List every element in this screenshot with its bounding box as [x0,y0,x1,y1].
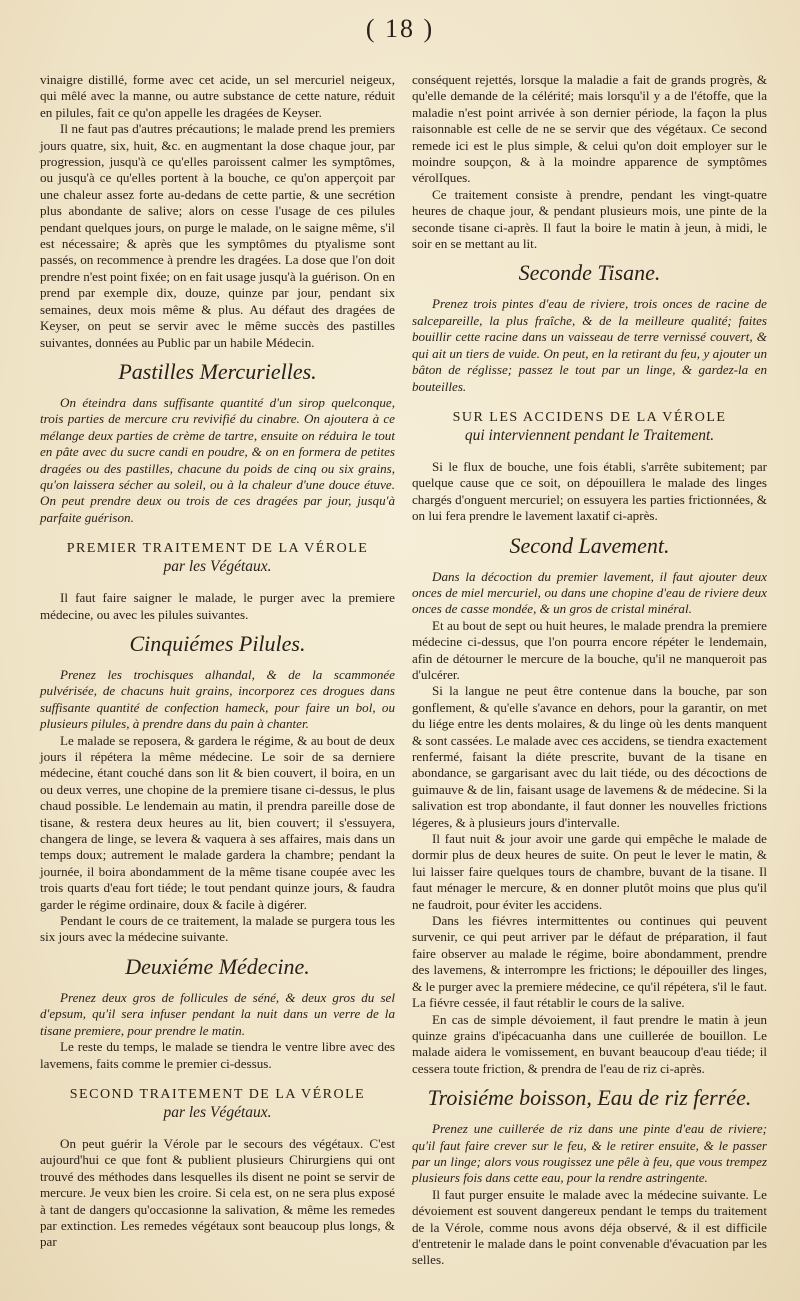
paragraph: vinaigre distillé, forme avec cet acide, un sel mercuriel neigeux, qui mêlé avec la manne, ou autre substance de cette nature, réduit en pilules, fait ce qu'on appelle les dragées de Keyser. [40,72,395,120]
recipe-paragraph: Prenez trois pintes d'eau de riviere, trois onces de racine de salcepareille, la plus fraîche, & de la meilleure qualité; faites bouillir cette racine dans un vaisseau de terre vernissé couvert, & qui ait un tiers de vuide. On peut, en la retirant du feu, y ajouter un bâton de réglisse; passez le tout par un linge, & gardez-la en bouteilles. [412,296,767,394]
paragraph: Le reste du temps, le malade se tiendra le ventre libre avec des lavemens, faits comme le premier ci-dessus. [40,1039,395,1071]
recipe-paragraph: On éteindra dans suffisante quantité d'un sirop quelconque, trois parties de mercure cru revivifié du cinabre. On ajoutera à ce mélange deux parties de crème de tartre, ensuite on réduira le tout en pâte avec du sucre candi en poudre, & on en formera de petites dragées ou des pastilles, chacune du poids de cinq ou six grains, qu'on laissera sécher au soleil, ou à la chaleur d'une douce étuve. On peut prendre deux ou trois de ces dragées par jour, jusqu'à parfaite guérison. [40,394,395,525]
right-column [412,72,767,1269]
paragraph: Ce traitement consiste à prendre, pendant les vingt-quatre heures de chaque jour, & pendant plusieurs mois, une pinte de la seconde tisane ci-après. Il faut la boire le matin à jeun, à midi, le soir en se mettant au lit. [412,186,767,252]
page-number: ( 18 ) [365,14,435,43]
heading-deuxieme-medecine: Deuxiéme Médecine. [125,953,310,979]
paragraph: On peut guérir la Vérole par le secours des végétaux. C'est aujourd'hui ce que font & publient plusieurs Chirurgiens qui ont trouvé des méthodes dans lesquelles ils disent ne point se servir de mercure. Je veux bien les croire. Si cela est, on ne sera plus exposé à tant de dangers qu'occasionne la salivation, & même les remedes par extinction. Les remedes végétaux sont beaucoup plus longs, & par [40,1135,395,1250]
recipe-paragraph: Dans la décoction du premier lavement, il faut ajouter deux onces de miel mercuriel, ou dans une chopine d'eau de riviere deux onces de casse mondée, & un gros de cristal minéral. [412,568,767,617]
paragraph: Il faut purger ensuite le malade avec la médecine suivante. Le dévoiement est souvent dangereux pendant le temps du traitement de la Vérole, comme nous avons déja observé, & il est difficile d'entretenir le malade dans le point convenable d'évacuation par les selles. [412,1186,767,1268]
paragraph: Pendant le cours de ce traitement, la malade se purgera tous les six jours avec la médecine suivante. [40,913,395,945]
heading-premier-traitement-sub: par les Végétaux. [163,558,272,576]
paragraph: Si la langue ne peut être contenue dans la bouche, par son gonflement, & qu'elle s'avance en dehors, pour la garantir, on met du liége entre les dents molaires, & du linge où les dents manquent & sont cassées. Le malade avec ces accidens, se tiendra exactement renfermé, faisant la diéte prescrite, buvant de la tisane en abondance, se gargarisant avec du lait tiéde, ou des décoctions de guimauve & de lin, faisant usage de lavemens & de médecine. Si la salivation est trop abondante, il faut donner les nouvelles frictions légeres, & à plusieurs jours d'intervalle. [412,683,767,830]
paragraph: Dans les fiévres intermittentes ou continues qui peuvent survenir, ce qui peut arriver par le défaut de préparation, il faut faire observer au malade le régime, boire abondamment, prendre des lavemens, & interrompre les frictions; le dépouiller des linges, & le purger avec la premiere médecine, ce qu'il répétera, s'il le faut. La fiévre cessée, il faut rétablir le cours de la salive. [412,913,767,1011]
paragraph: conséquent rejettés, lorsque la maladie a fait de grands progrès, & qu'elle demande de la célérité; mais lorsqu'il y a de l'étoffe, que la maladie n'est point arrivée à son dernier période, la façon la plus raisonnable est celle de ne se servir que des végétaux. Ce second remede ici est le plus simple, & celui qu'on doit employer sur le moindre soupçon, & à la moindre apparence de symptômes vérolIques. [412,72,767,186]
paragraph: Et au bout de sept ou huit heures, le malade prendra la premiere médecine ci-dessus, que l'on pourra encore répéter le lendemain, afin de détourner le mercure de la bouche, qu'il ne manqueroit pas d'ulcérer. [412,617,767,682]
paragraph: Il faut nuit & jour avoir une garde qui empêche le malade de dormir plus de deux heures de suite. On peut le lever le matin, & lui laisser faire quelques tours de chambre, buvant de la tisane. Il faut ménager le mercure, & en donner plutôt moins que plus qu'il ne faudroit, pour éviter les accidens. [412,831,767,912]
recipe-paragraph: Prenez les trochisques alhandal, & de la scammonée pulvérisée, de chacuns huit grains, incorporez ces drogues dans suffisante quantité de confection hameck, pour faire un bol, ou plusieurs pilules, à prendre dans du pain à chanter. [40,666,395,732]
heading-accidens-sub: qui interviennent pendant le Traitement. [464,426,715,444]
recipe-paragraph: Prenez deux gros de follicules de séné, & deux gros du sel d'epsum, qu'il sera infuser pendant la nuit dans un verre de la tisane premiere, pour prendre le matin. [40,989,395,1038]
paragraph: Il faut faire saigner le malade, le purger avec la premiere médecine, ou avec les pilules suivantes. [40,590,395,622]
heading-second-traitement: SECOND TRAITEMENT DE LA VÉROLE [69,1086,366,1102]
heading-pastilles: Pastilles Mercurielles. [118,358,317,384]
left-column [40,72,395,1251]
heading-cinquiemes-pilules: Cinquiémes Pilules. [129,630,306,656]
heading-troisieme-boisson: Troisiéme boisson, Eau de riz ferrée. [427,1085,752,1111]
recipe-paragraph: Prenez une cuillerée de riz dans une pinte d'eau de riviere; qu'il faut faire crever sur le feu, & le retirer ensuite, & le passer par un linge; alors vous rougissez une pêle à feu, que vous trempez plusieurs fois dans cette eau, pour la rendre astringente. [412,1121,767,1186]
heading-second-lavement: Second Lavement. [509,532,670,558]
heading-second-traitement-sub: par les Végétaux. [163,1103,272,1121]
heading-premier-traitement: PREMIER TRAITEMENT DE LA VÉROLE [66,541,369,557]
heading-seconde-tisane: Seconde Tisane. [518,260,661,286]
paragraph: Le malade se reposera, & gardera le régime, & au bout de deux jours il répétera la même médecine. Le soir de sa derniere médecine, étant couché dans son lit & bien couvert, il boira, en un ou deux verres, une chopine de la premiere tisane ci-dessus, le plus chaud possible. Le lendemain au matin, il prendra pareille dose de tisane, & restera deux heures au lit, bien couvert; il s'essuyera, changera de linge, se levera & vaquera à ses affaires, mais dans un temps doux; autrement le malade gardera la chambre; pendant la journée, il boira abondamment de la même tisane coupée avec les trois quarts d'eau fort tiéde; le tout pendant quinze jours, & faudra garder le régime ordinaire, doux & facile à digérer. [40,732,395,912]
paragraph: Il ne faut pas d'autres précautions; le malade prend les premiers jours quatre, six, huit, &c. en augmentant la dose chaque jour, par progression, jusqu'à ce qu'elles paroissent calmer les symptômes, ou jusqu'à ce qu'elles portent à la bouche, ce qu'on apperçoit par une chaleur assez forte au-dedans de cette partie, & une secrétion plus abondante de salive; alors on cesse l'usage de ces pilules pendant quelques jours, on purge le malade, on le saigne même, s'il est nécessaire; & après que les symptômes du ptyalisme sont passés, on recommence à prendre les dragées. La dose que l'on doit prendre n'est point fixée; on en fait usage jusqu'à la guérison. On en prend par exemple dix, douze, quinze par jour, pendant six semaines, deux mois même & plus. Au défaut des dragées de Keyser, on peut se servir avec le même succès des pastilles suivantes, données au Public par un habile Médecin. [40,121,395,350]
heading-accidens: SUR LES ACCIDENS DE LA VÉROLE [452,409,727,425]
paragraph: Si le flux de bouche, une fois établi, s'arrête subitement; par quelque cause que ce soit, on dépouillera le malade des linges chargés d'onguent mercuriel; on essuyera les parties frictionnées, & on lui fera prendre le lavement laxatif ci-après. [412,458,767,524]
paragraph: En cas de simple dévoiement, il faut prendre le matin à jeun quinze grains d'ipécacuanha dans une cuillerée de bouillon. Le malade aidera le vomissement, en buvant beaucoup d'eau tiéde; il cessera toute friction, & prendra de l'eau de riz ci-après. [412,1011,767,1076]
